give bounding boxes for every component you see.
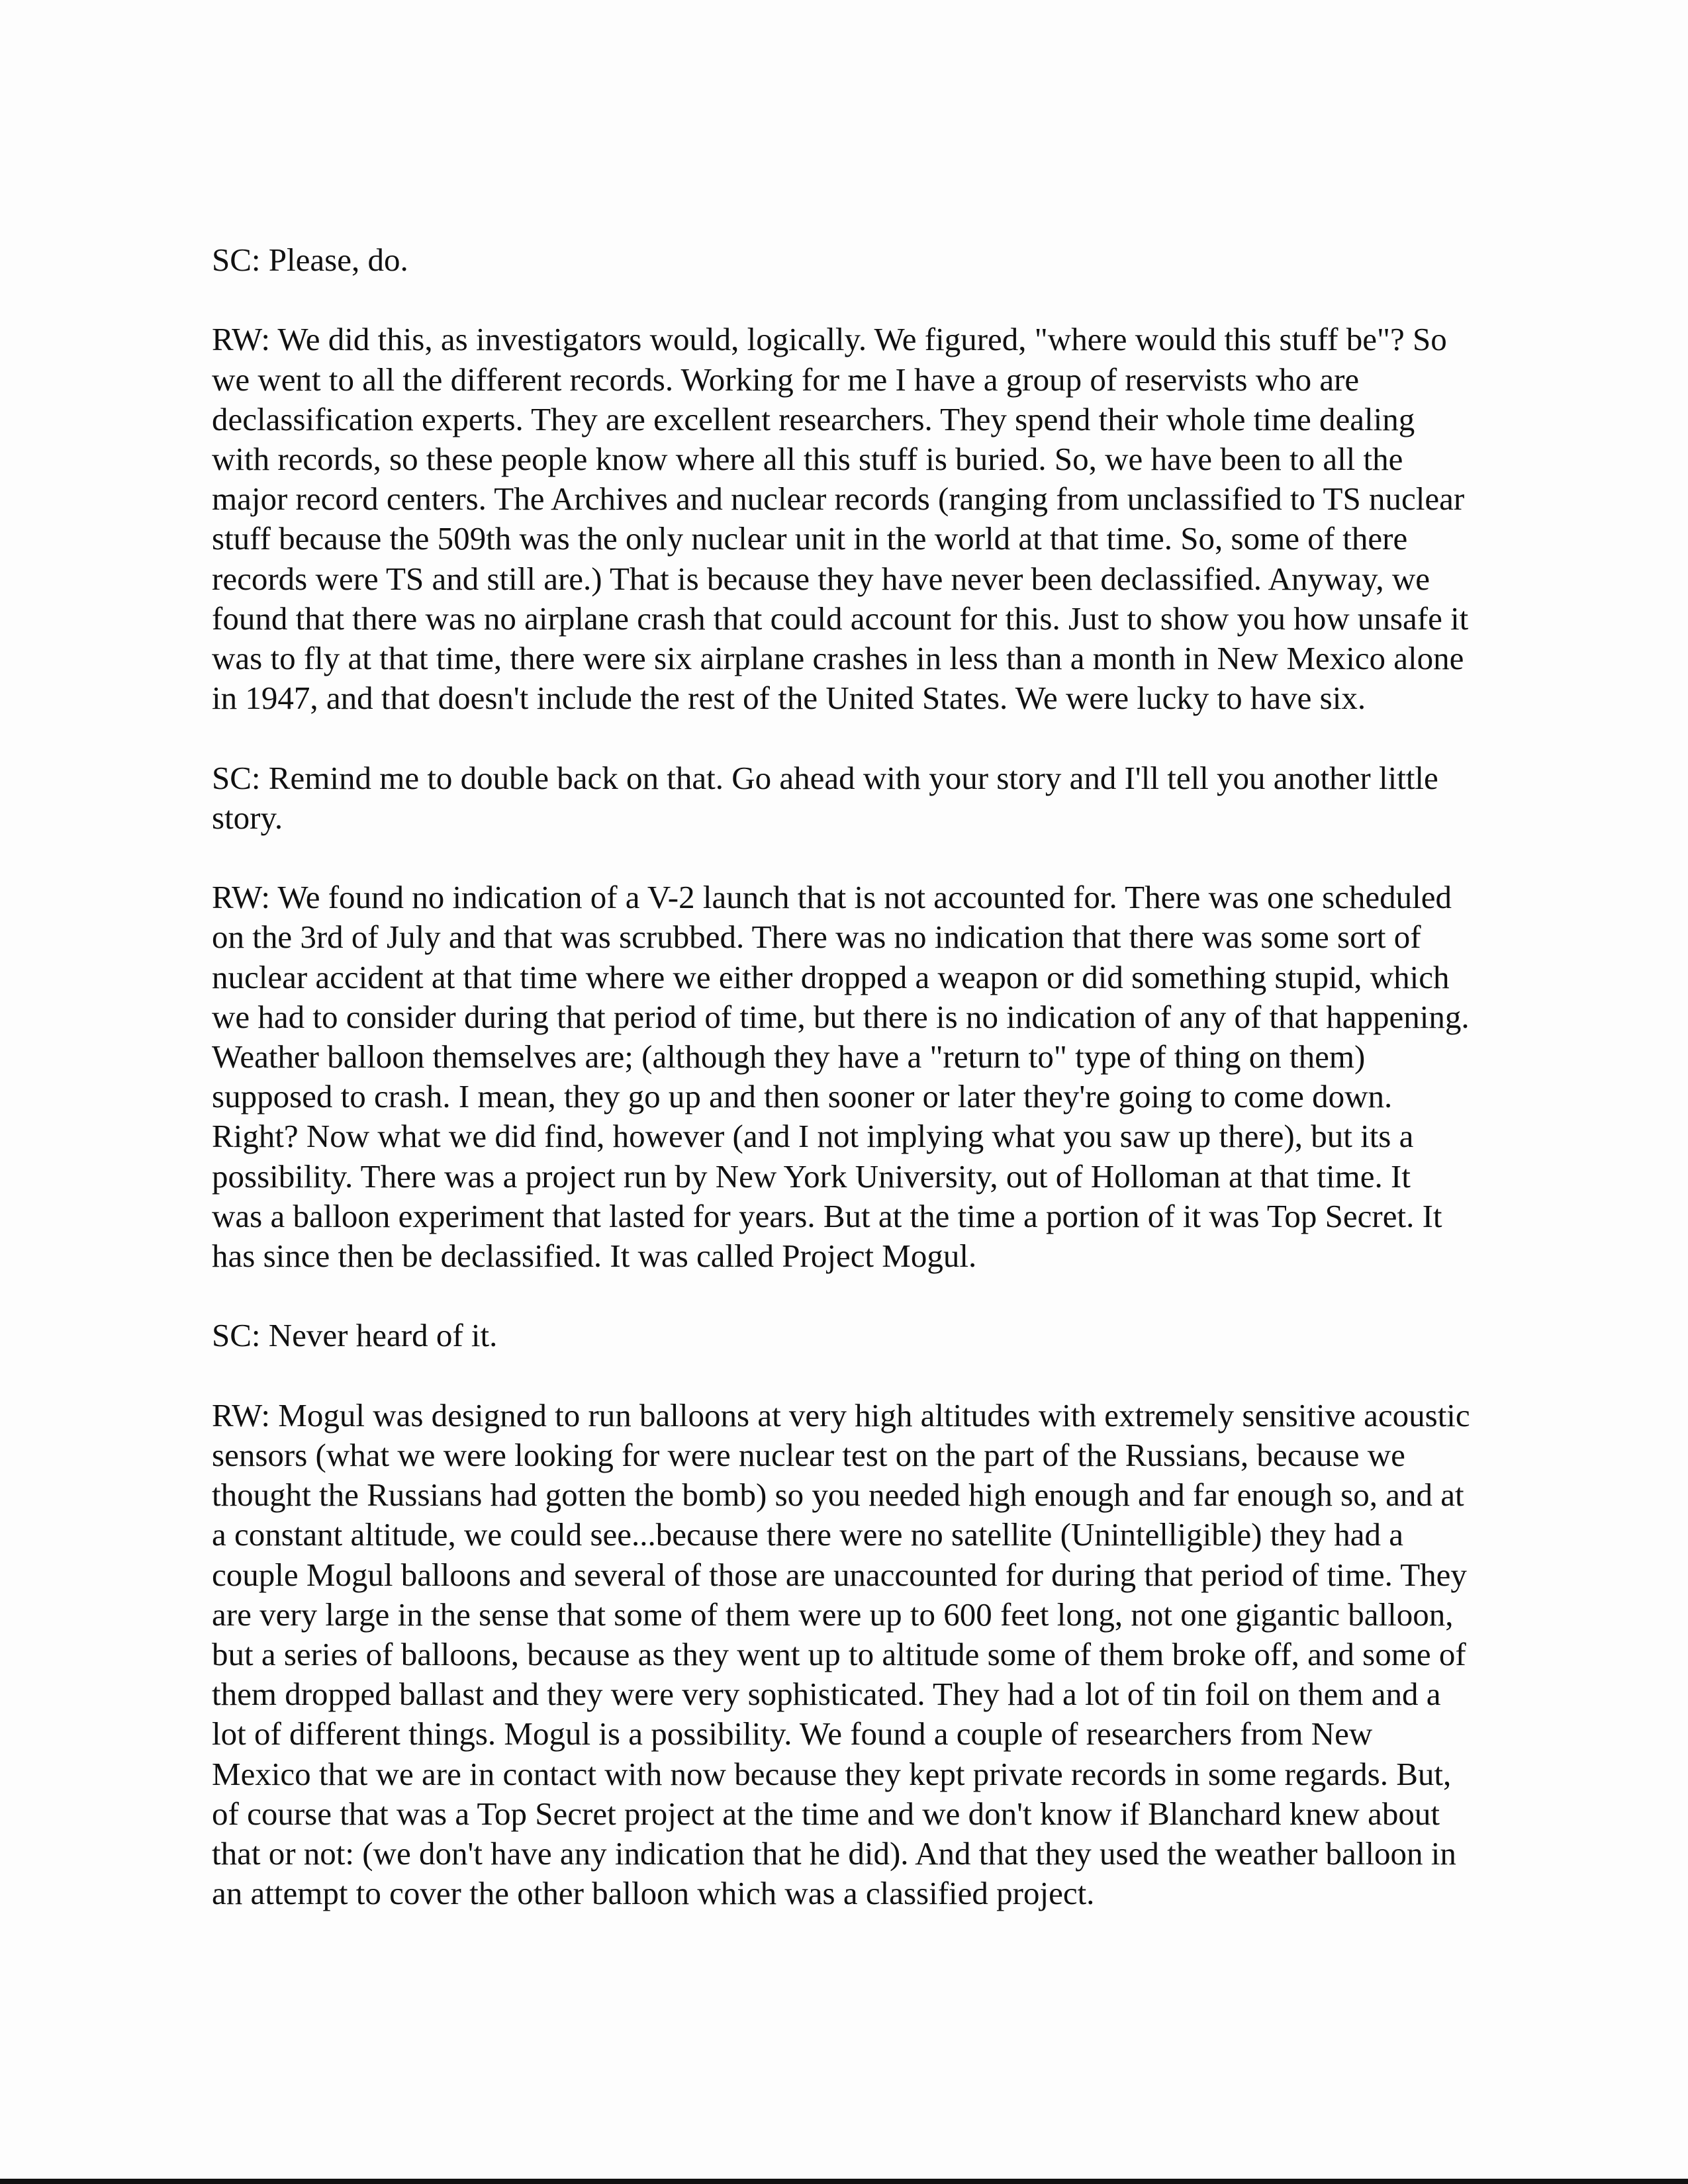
text-line: a constant altitude, we could see...because there were no satellite (Unintelligible) they had a bbox=[212, 1516, 1404, 1553]
text-line: that or not: (we don't have any indication that he did). And that they used the weather balloon in bbox=[212, 1835, 1456, 1872]
text-line: possibility. There was a project run by New York University, out of Holloman at that time. It bbox=[212, 1158, 1411, 1195]
text-line: RW: We did this, as investigators would, logically. We figured, "where would this stuff be"? So bbox=[212, 321, 1447, 358]
text-line: but a series of balloons, because as they went up to altitude some of them broke off, and some of bbox=[212, 1636, 1466, 1673]
text-line: thought the Russians had gotten the bomb) so you needed high enough and far enough so, and at bbox=[212, 1477, 1464, 1514]
text-line: Weather balloon themselves are; (although they have a "return to" type of thing on them) bbox=[212, 1038, 1366, 1075]
text-line: was to fly at that time, there were six airplane crashes in less than a month in New Mexico alone bbox=[212, 640, 1464, 677]
text-line: found that there was no airplane crash that could account for this. Just to show you how unsafe it bbox=[212, 600, 1469, 637]
transcript-paragraph bbox=[212, 1396, 1602, 1914]
text-line: major record centers. The Archives and nuclear records (ranging from unclassified to TS nuclear bbox=[212, 480, 1465, 518]
text-line: lot of different things. Mogul is a possibility. We found a couple of researchers from New bbox=[212, 1715, 1373, 1752]
text-line: sensors (what we were looking for were nuclear test on the part of the Russians, because we bbox=[212, 1437, 1405, 1474]
text-line: in 1947, and that doesn't include the rest of the United States. We were lucky to have six. bbox=[212, 680, 1366, 717]
text-line: Mexico that we are in contact with now because they kept private records in some regards. But, bbox=[212, 1755, 1452, 1792]
text-line: couple Mogul balloons and several of those are unaccounted for during that period of time. They bbox=[212, 1556, 1467, 1593]
text-line: has since then be declassified. It was called Project Mogul. bbox=[212, 1238, 977, 1275]
text-line: declassification experts. They are excellent researchers. They spend their whole time dealing bbox=[212, 400, 1415, 437]
text-line: nuclear accident at that time where we either dropped a weapon or did something stupid, which bbox=[212, 958, 1450, 995]
text-line: was a balloon experiment that lasted for years. But at the time a portion of it was Top Secret. It bbox=[212, 1197, 1442, 1234]
text-line: supposed to crash. I mean, they go up and then sooner or later they're going to come down. bbox=[212, 1078, 1393, 1115]
text-line: SC: Please, do. bbox=[212, 242, 408, 278]
text-line: RW: We found no indication of a V-2 launch that is not accounted for. There was one scheduled bbox=[212, 879, 1452, 916]
text-line: records were TS and still are.) That is because they have never been declassified. Anyway, we bbox=[212, 560, 1430, 597]
transcript-paragraph bbox=[212, 878, 1602, 1276]
text-line: Right? Now what we did find, however (and I not implying what you saw up there), but its a bbox=[212, 1118, 1414, 1155]
text-line: SC: Remind me to double back on that. Go ahead with your story and I'll tell you another little bbox=[212, 759, 1438, 796]
text-line: are very large in the sense that some of them were up to 600 feet long, not one gigantic balloon, bbox=[212, 1596, 1454, 1633]
text-line: of course that was a Top Secret project at the time and we don't know if Blanchard knew about bbox=[212, 1795, 1440, 1832]
text-line: story. bbox=[212, 799, 283, 836]
transcript-paragraph bbox=[212, 758, 1602, 838]
text-line: on the 3rd of July and that was scrubbed. There was no indication that there was some sort of bbox=[212, 919, 1421, 956]
text-line: RW: Mogul was designed to run balloons at very high altitudes with extremely sensitive acoustic bbox=[212, 1396, 1470, 1433]
transcript-page bbox=[212, 240, 1602, 1954]
transcript-paragraph bbox=[212, 240, 1602, 280]
text-line: we went to all the different records. Working for me I have a group of reservists who are bbox=[212, 361, 1360, 398]
transcript-paragraph bbox=[212, 320, 1602, 718]
text-line: we had to consider during that period of time, but there is no indication of any of that happening. bbox=[212, 998, 1470, 1035]
text-line: an attempt to cover the other balloon which was a classified project. bbox=[212, 1875, 1095, 1912]
text-line: SC: Never heard of it. bbox=[212, 1317, 498, 1354]
text-line: them dropped ballast and they were very sophisticated. They had a lot of tin foil on them and a bbox=[212, 1676, 1441, 1713]
text-line: with records, so these people know where all this stuff is buried. So, we have been to all the bbox=[212, 441, 1403, 477]
text-line: stuff because the 509th was the only nuclear unit in the world at that time. So, some of there bbox=[212, 520, 1408, 557]
scan-bottom-edge bbox=[0, 2179, 1688, 2184]
transcript-paragraph bbox=[212, 1316, 1602, 1355]
